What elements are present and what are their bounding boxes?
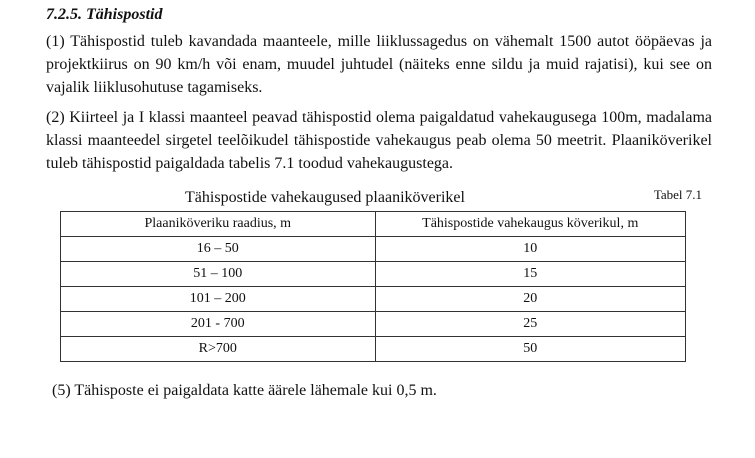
- table-caption: Tähispostide vahekaugused plaaniköverikel: [185, 189, 465, 206]
- table-row: [61, 262, 686, 287]
- cell-radius: 16 – 50: [61, 237, 376, 262]
- spacing-table: [60, 211, 686, 362]
- cell-spacing: 15: [375, 262, 685, 287]
- header-radius: Plaaniköveriku raadius, m: [61, 212, 376, 237]
- table-row: [61, 237, 686, 262]
- cell-spacing: 20: [375, 287, 685, 312]
- table-row: [61, 312, 686, 337]
- section-heading: 7.2.5. Tähispostid: [46, 6, 163, 23]
- cell-spacing: 10: [375, 237, 685, 262]
- paragraph-2: (2) Kiirteel ja I klassi maanteel peavad tähispostid olema paigaldatud vahekaugusega 100m, madalama klassi maanteedel sirgetel teelõikudel tähispostide vahekaugus peab olema 50 meetrit. Plaaniköverikel tuleb tähispostid paigaldada tabelis 7.1 toodud vahekaugustega.: [46, 109, 712, 172]
- cell-radius: 201 - 700: [61, 312, 376, 337]
- paragraph-1: (1) Tähispostid tuleb kavandada maanteele, mille liiklussagedus on vähemalt 1500 autot ööpäevas ja projektkiirus on 90 km/h või enam, muudel juhtudel (näiteks enne sildu ja muid rajatisi), kui see on vajalik liiklusohutuse tagamiseks.: [46, 33, 712, 96]
- cell-radius: 51 – 100: [61, 262, 376, 287]
- table-label: Tabel 7.1: [653, 187, 702, 202]
- cell-radius: 101 – 200: [61, 287, 376, 312]
- paragraph-5: (5) Tähisposte ei paigaldata katte äärele lähemale kui 0,5 m.: [52, 382, 437, 399]
- table-row: [61, 337, 686, 362]
- cell-spacing: 25: [375, 312, 685, 337]
- cell-radius: R>700: [61, 337, 376, 362]
- cell-spacing: 50: [375, 337, 685, 362]
- table-row: [61, 287, 686, 312]
- header-spacing: Tähispostide vahekaugus köverikul, m: [375, 212, 685, 237]
- table-header-row: [61, 212, 686, 237]
